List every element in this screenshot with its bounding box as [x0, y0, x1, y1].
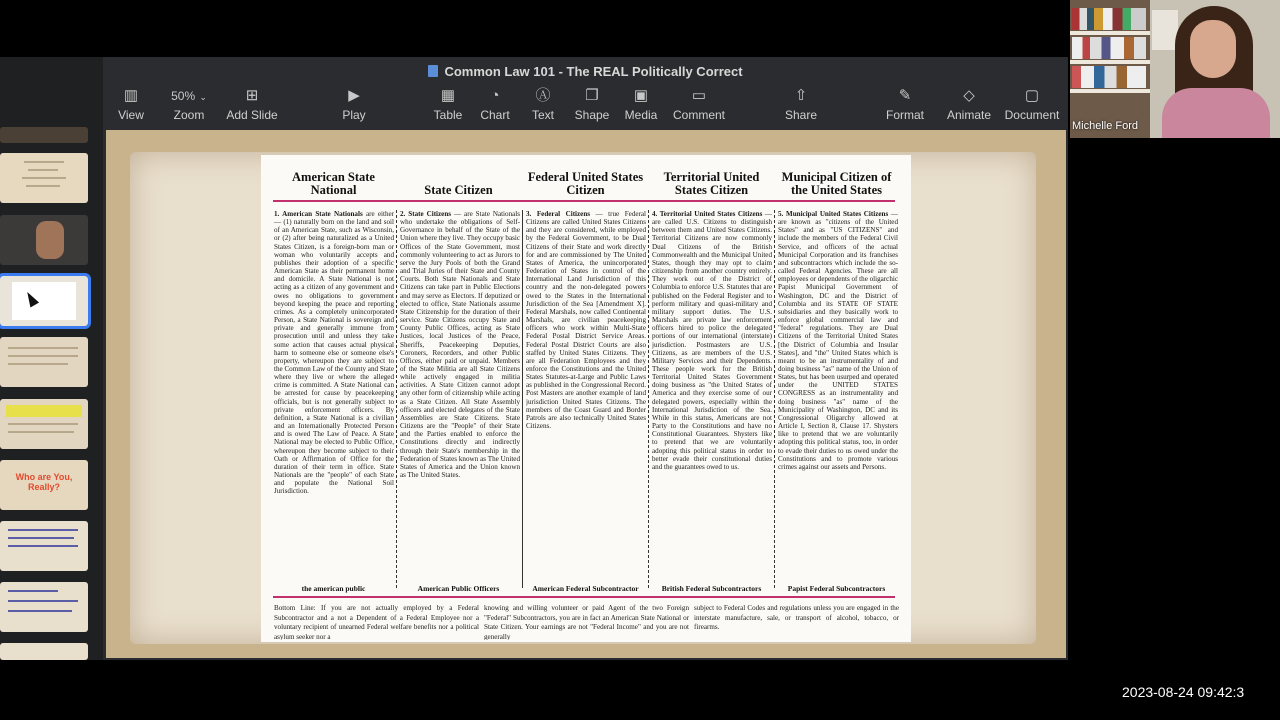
document-icon: ▢ [1024, 87, 1040, 104]
bottom-line-text: Bottom Line: If you are not actually employed by a Federal Subcontractor and a not a Dependent of a Federal Employee nor a voluntary recipient of unearned Federal welfare benefits nor a political asylum seeker nor a [274, 604, 479, 640]
column-divider [396, 210, 397, 588]
text-button[interactable]: Ⓐ Text [508, 85, 578, 127]
bottom-line-text: subject to Federal Codes and regulations unless you are engaged in the interstate manufacture, sale, or transport of alcohol, tobacco, or firearms. [694, 604, 899, 632]
column-footer: the american public [301, 584, 366, 593]
column-text: 2. State Citizens — are State Nationals who undertake the obligations of Self-Governance in behalf of the State of the Union where they live. They occupy basic Offices of the State Government, most commonly volunteering to act as Jurors to serve the Jury Pools of both the Grand and Trial Juries of their State and County Courts. Both State Nationals and State Citizens can take part in Public Elections and may serve as Electors. If deputized or elected to office, State Nationals assume State Citizenship for the duration of their service. State Citizens occupy State and County Public Offices, acting as State Justices, local Justices of the Peace, Sheriffs, Peacekeeping Deputies, Coroners, Recorders, and other Public Offices, either paid or unpaid. Members of the State Militia are all State Citizens while actively engaged in militia activities. A State Citizen cannot adopt any other form of citizenship while acting as a State Citizen. All State Assembly officers and elected delegates of the State Assemblies are State Citizens. State Citizens are the "People" of their State and the Parties enabled to enforce the Constitutions directly and indirectly through their State's membership in the Federation of States known as The United States of America and the Union known as The United States. [400, 210, 520, 479]
format-button[interactable]: ✎ Format [870, 85, 940, 127]
slide-thumbnail[interactable] [0, 643, 88, 660]
play-icon: ▶ [348, 87, 360, 104]
table-button[interactable]: ▦ Table [413, 85, 483, 127]
format-icon: ✎ [898, 87, 912, 104]
slide-thumbnail[interactable] [0, 399, 88, 449]
slide-thumbnail-selected[interactable] [0, 276, 88, 326]
sidebar-icon: ▥ [123, 87, 139, 104]
media-button[interactable]: ▣ Media [606, 85, 676, 127]
video-person-image [36, 221, 64, 259]
column-divider [522, 210, 523, 588]
chart-icon: ◔ [490, 87, 500, 104]
column-header: Federal United States Citizen [527, 170, 644, 197]
play-button[interactable]: ▶ Play [319, 85, 389, 127]
participant-body [1162, 88, 1270, 138]
text-icon: Ⓐ [535, 87, 551, 104]
slide-thumbnail[interactable] [0, 337, 88, 387]
chart-button[interactable]: ◔ Chart [460, 85, 530, 127]
recording-timestamp: 2023-08-24 09:42:3 [1122, 684, 1245, 700]
slide-navigator[interactable] [0, 57, 103, 660]
shape-button[interactable]: ❐ Shape [557, 85, 627, 127]
slide-thumbnail[interactable] [0, 153, 88, 203]
column-footer: British Federal Subcontractors [661, 584, 762, 593]
column-footer: American Public Officers [417, 584, 500, 593]
keynote-window [0, 57, 1068, 660]
document-icon [428, 65, 438, 77]
slide-thumbnail[interactable] [0, 582, 88, 632]
participant-name: Michelle Ford [1072, 120, 1139, 132]
column-footer: American Federal Subcontractor [532, 584, 639, 593]
shape-icon: ❐ [585, 87, 599, 104]
bottom-line-text: knowing and willing volunteer or paid Agent of the two Foreign "Federal" Subcontractors, you are in fact an American State National or State Citizen. Your earnings are not "Federal Income" and you are not generally [484, 604, 689, 640]
slide-canvas[interactable] [106, 130, 1066, 658]
share-icon: ⇧ [794, 87, 808, 104]
window-title-bar [103, 57, 1068, 87]
column-header: American State National [292, 170, 375, 197]
window-title: Common Law 101 - The REAL Politically Correct [444, 64, 743, 79]
participant-video[interactable] [1070, 0, 1280, 138]
column-text: 3. Federal Citizens — true Federal Citizens are called United States Citizens and they are considered, while employed by the Federal Government, to be Dual Citizens of their State and work directly for and are commissioned by The United States of America, the unincorporated Federation of States in control of the International Land Jurisdiction of this country and the non-delegated powers owed to the States in the International Jurisdiction of the Sea [Amendment X]. Federal Marshals, now called Continental Marshals, are civilian peacekeeping officers who work within Multi-State Federal Postal District Service Areas. Federal Postal District Courts are also staffed by United States Citizens. They are all Federation Employees and they enforce the Constitutions and the United States Statutes-at-Large and Public Laws as published in the Congressional Record. Post Masters are another example of land jurisdiction United States Citizens. The members of the Coast Guard and Border Patrols are also technically United States Citizens. [526, 210, 646, 431]
column-text: 5. Municipal United States Citizens — are known as "citizens of the United States" and as "US CITIZENS" and include the members of the Federal Civil Service, and officers of the actual Municipal Corporation and its franchises and subcontractors which include the so-called Federal Agencies. These are all employees or dependents of the oligarchic Papist Municipal Government of Washington, DC and the District of Columbia and its STATE OF STATE subsidiaries and they basically work to enforce global commercial law and "federal" regulations. They are Dual Citizens of the Territorial United States [the District of Columbia and Insular States], and "the" United States which is meant to be an instrumentality of and doing business "as" name of the Union of States, but has been usurped and operated under the UNITED STATES CONGRESS as an instrumentality and doing business "as" name of the Municipality of Washington, DC and its Congressional Oligarchy allowed at Article I, Section 8, Clause 17. Shysters like to pretend that we are voluntarily adopting this political status, too, in order to evade their duties to us owed under the Constitutions and to promote various crimes against our assets and Persons. [778, 210, 898, 471]
comment-icon: ▭ [691, 87, 707, 104]
chevron-down-icon: ⌄ [199, 92, 207, 102]
zoom-button[interactable]: 50% ⌄ Zoom [171, 89, 207, 122]
thumbnail-title: Who are You, Really? [15, 472, 73, 492]
column-header: Territorial United States Citizen [663, 170, 760, 197]
footer-divider [273, 596, 895, 598]
participant-face [1190, 20, 1236, 78]
header-divider [273, 200, 895, 202]
media-icon: ▣ [633, 87, 649, 104]
column-header: State Citizen [424, 183, 493, 197]
column-header: Municipal Citizen of the United States [781, 170, 892, 197]
zoom-value: 50% [171, 89, 196, 103]
toolbar [103, 85, 1068, 127]
slide-thumbnail[interactable] [0, 127, 88, 143]
animate-icon: ◇ [963, 87, 975, 104]
share-button[interactable]: ⇧ Share [766, 85, 836, 127]
column-text: 4. Territorial United States Citizens — are called U.S. Citizens to distinguish between them and United States Citizens. Territorial Citizens are now commonly Dual Citizens of the British Commonwealth and the Municipal United States, though they may opt to claim citizenship from another country entirely. They work out of the District of Columbia to enforce U.S. Statutes that are published on the Federal Register and to perform military and quasi-military and military support duties. The U.S. Marshals are private law enforcement officers hired to police the delegated portions of our international (interstate) jurisdiction. Postmasters are U.S. Citizens, as are members of the U.S. Military Services and their Dependents. These people work for the British Territorial United States Government doing business as "the United States of America and they exercise some of our delegated powers, especially within the International Jurisdiction of the Sea. While in this status, Americans are not Party to the Constitutions and have no Constitutional Guarantees. Shysters like to pretend that we are voluntarily adopting this political status in order to better evade their constitutional duties and the guarantees owed to us. [652, 210, 772, 471]
column-divider [774, 210, 775, 588]
document-button[interactable]: ▢ Document [997, 85, 1067, 127]
slide-content[interactable] [261, 155, 911, 642]
slide-thumbnail[interactable] [0, 460, 88, 510]
slide-thumbnail[interactable] [0, 215, 88, 265]
column-text: 1. American State Nationals are either — (1) naturally born on the land and soil of an American State, such as Wisconsin, or (2) after being naturalized as a United States Citizen, is a foreign-born man or woman who voluntarily accepts and publishes their adoption of a specific American State as their permanent home and domicile. A State National is not acting as a citizen of any government and owes no obligations to government beyond keeping the peace and reporting crimes. As a completely unincorporated Person, a State National is sovereign and private and generally immune from prosecution until and unless they take some action that causes actual physical harm to someone else or someone else's property, whereupon they are subject to the Common Law of the County and State where they live or where the alleged crime is committed. A State National can be arrested for cause by peacekeeping officials, but is not generally subject to private enforcement officers. By definition, a State National is a civilian and an Internationally Protected Person and is owed The Law of Peace. A State National may be elected to Public Office, whereupon they become subject to their Oath or Affirmation of Office for the duration of their term in office. State Nationals are the "people" of each State and populate the National Soil Jurisdiction. [274, 210, 394, 496]
add-slide-icon: ⊞ [245, 87, 259, 104]
column-footer: Papist Federal Subcontractors [787, 584, 886, 593]
animate-button[interactable]: ◇ Animate [934, 85, 1004, 127]
column-divider [648, 210, 649, 588]
add-slide-button[interactable]: ⊞ Add Slide [217, 85, 287, 127]
slide-thumbnail[interactable] [0, 521, 88, 571]
comment-button[interactable]: ▭ Comment [664, 85, 734, 127]
view-button[interactable]: ▥ View [96, 85, 166, 127]
table-icon: ▦ [440, 87, 456, 104]
